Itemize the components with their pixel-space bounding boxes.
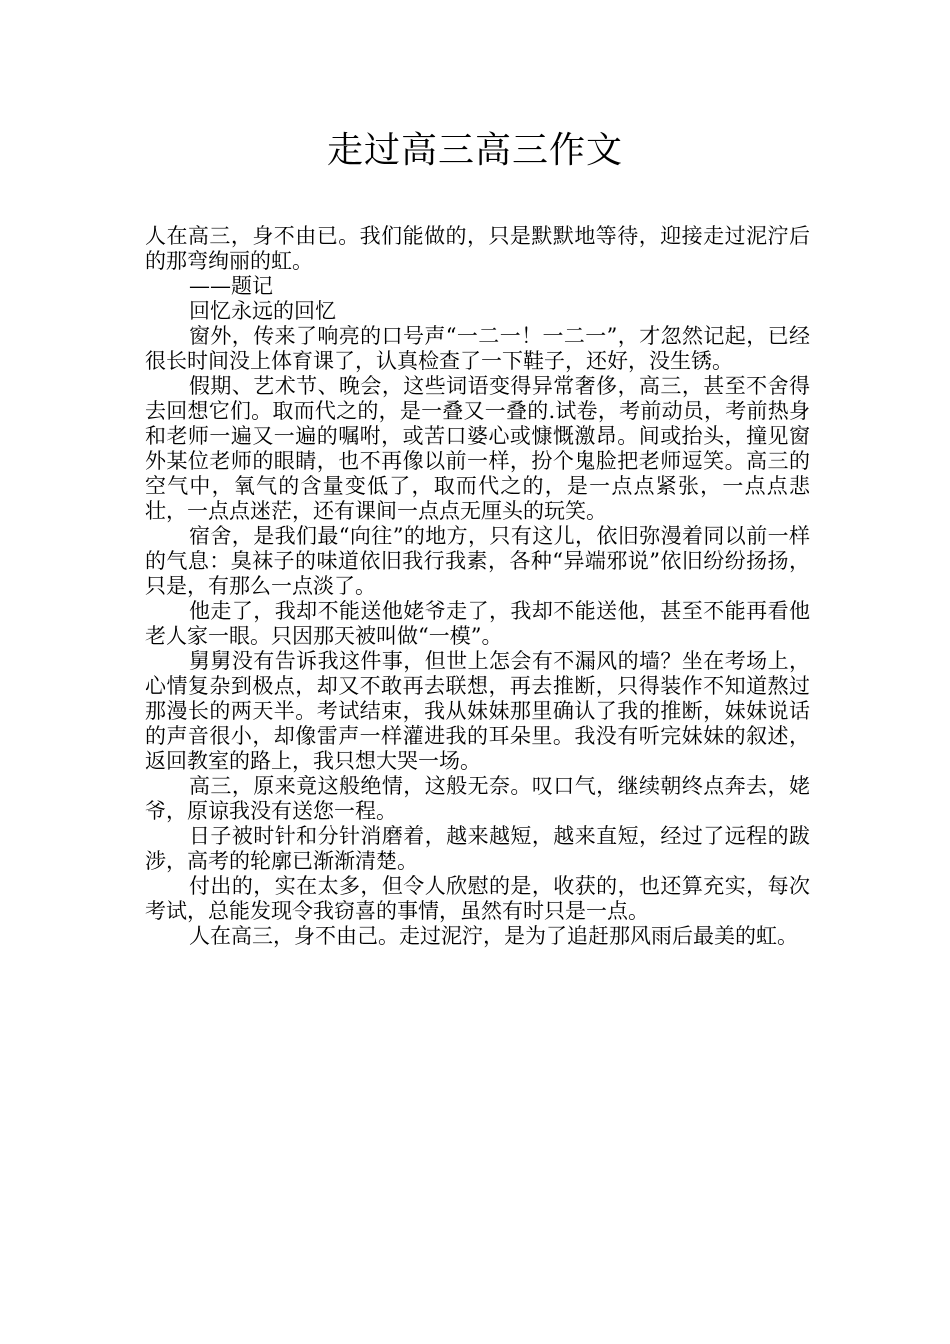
paragraph: 假期、艺术节、晚会，这些词语变得异常奢侈，高三，甚至不舍得去回想它们。取而代之的，是一叠又一叠的.试卷，考前动员，考前热身和老师一遍又一遍的嘱咐，或苦口婆心或慷慨激昂。间或抬头，撞见窗外某位老师的眼睛，也不再像以前一样，扮个鬼脸把老师逗笑。高三的空气中，氧气的含量变低了，取而代之的，是一点点紧张，一点点悲壮，一点点迷茫，还有课间一点点无厘头的玩笑。 [145, 374, 810, 523]
paragraph: 日子被时针和分针消磨着，越来越短，越来直短，经过了远程的跋涉，高考的轮廓已渐渐清楚。 [145, 824, 810, 873]
paragraph: 付出的，实在太多，但令人欣慰的是，收获的，也还算充实，每次考试，总能发现令我窃喜的事情，虽然有时只是一点。 [145, 874, 810, 923]
paragraph: 宿舍，是我们最“向往”的地方，只有这儿，依旧弥漫着同以前一样的气息：臭袜子的味道依旧我行我素，各种“异端邪说”依旧纷纷扬扬，只是，有那么一点淡了。 [145, 524, 810, 598]
paragraph-epigraph: 人在高三，身不由已。我们能做的，只是默默地等待，迎接走过泥泞后的那弯绚丽的虹。 [145, 224, 810, 273]
paragraph: 窗外，传来了响亮的口号声“一二一！一二一”，才忽然记起，已经很长时间没上体育课了，认真检查了一下鞋子，还好，没生锈。 [145, 324, 810, 373]
paragraph: 他走了，我却不能送他姥爷走了，我却不能送他，甚至不能再看他老人家一眼。只因那天被叫做“一模”。 [145, 599, 810, 648]
paragraph: 舅舅没有告诉我这件事，但世上怎会有不漏风的墙？坐在考场上，心情复杂到极点，却又不敢再去联想，再去推断，只得装作不知道熬过那漫长的两天半。考试结束，我从妹妹那里确认了我的推断，妹妹说话的声音很小，却像雷声一样灌进我的耳朵里。我没有听完妹妹的叙述，返回教室的路上，我只想大哭一场。 [145, 649, 810, 773]
paragraph: 高三，原来竟这般绝情，这般无奈。叹口气，继续朝终点奔去，姥爷，原谅我没有送您一程。 [145, 774, 810, 823]
paragraph-section-heading: 回忆永远的回忆 [189, 299, 336, 323]
paragraph-epigraph-label: ——题记 [189, 274, 273, 298]
document-title: 走过高三高三作文 [326, 130, 623, 171]
document-body [145, 224, 810, 949]
paragraph-closing: 人在高三，身不由己。走过泥泞，是为了追赶那风雨后最美的虹。 [189, 924, 798, 948]
